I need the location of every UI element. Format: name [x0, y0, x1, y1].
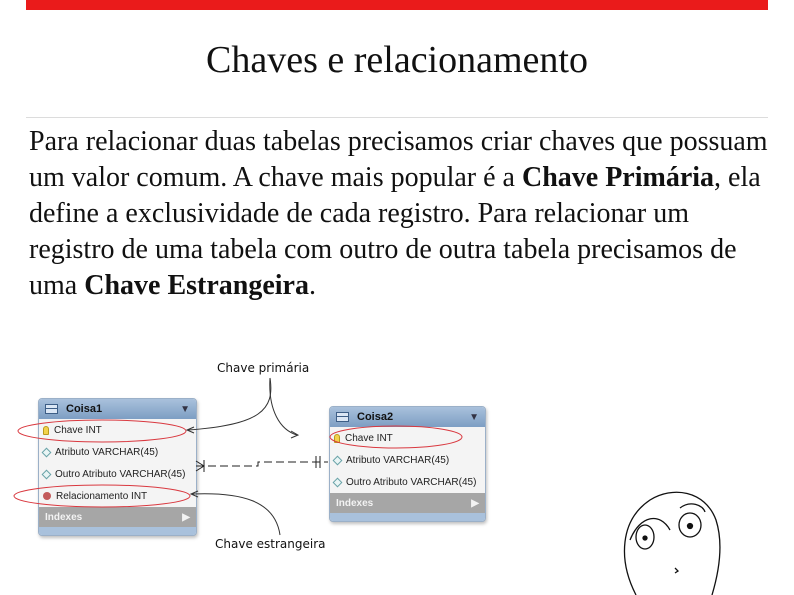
column-label: Outro Atributo VARCHAR(45): [346, 476, 477, 488]
arrow-primary-right: [270, 378, 297, 435]
paragraph-text-2: , ela define a exclusividade de cada registro. Para relacionar um registro de uma tabela com outro de outra tabela precisamos de uma: [29, 162, 761, 301]
highlight-ellipse-primary-2: [330, 426, 462, 448]
paragraph-text-1: Para relacionar duas tabelas precisamos criar chaves que possuam um valor comum. A chave mais popular é a: [29, 126, 768, 193]
table-coisa2-name: Coisa2: [357, 411, 394, 423]
column-label: Atributo VARCHAR(45): [55, 446, 159, 458]
column-label: Outro Atributo VARCHAR(45): [55, 468, 186, 480]
relationship-line: [196, 462, 328, 466]
column-label: Relacionamento INT: [56, 490, 148, 502]
arrow-foreign: [192, 494, 280, 535]
expand-arrow-icon: ▶: [471, 497, 479, 509]
arrow-primary-left: [188, 378, 271, 430]
column-label: Atributo VARCHAR(45): [346, 454, 450, 466]
table-coisa2-indexes: Indexes ▶: [330, 493, 485, 513]
highlight-ellipse-primary-1: [18, 420, 186, 442]
slide-title: Chaves e relacionamento: [206, 39, 588, 81]
meme-face-drawing: [624, 492, 719, 595]
column-label: Chave INT: [345, 432, 393, 444]
highlight-ellipse-foreign: [14, 485, 190, 507]
collapse-arrow-icon: ▼: [180, 403, 190, 415]
paragraph-bold-primary-key: Chave Primária: [521, 162, 715, 193]
table-coisa1-indexes: Indexes ▶: [39, 507, 196, 527]
paragraph-bold-foreign-key: Chave Estrangeira: [84, 270, 309, 301]
paragraph-text-3: .: [308, 270, 316, 301]
expand-arrow-icon: ▶: [182, 511, 190, 523]
table-coisa1-name: Coisa1: [66, 403, 103, 415]
column-label: Chave INT: [54, 424, 102, 436]
collapse-arrow-icon: ▼: [469, 411, 479, 423]
label-foreign-key: Chave estrangeira: [215, 537, 326, 551]
label-primary-key: Chave primária: [217, 361, 310, 375]
